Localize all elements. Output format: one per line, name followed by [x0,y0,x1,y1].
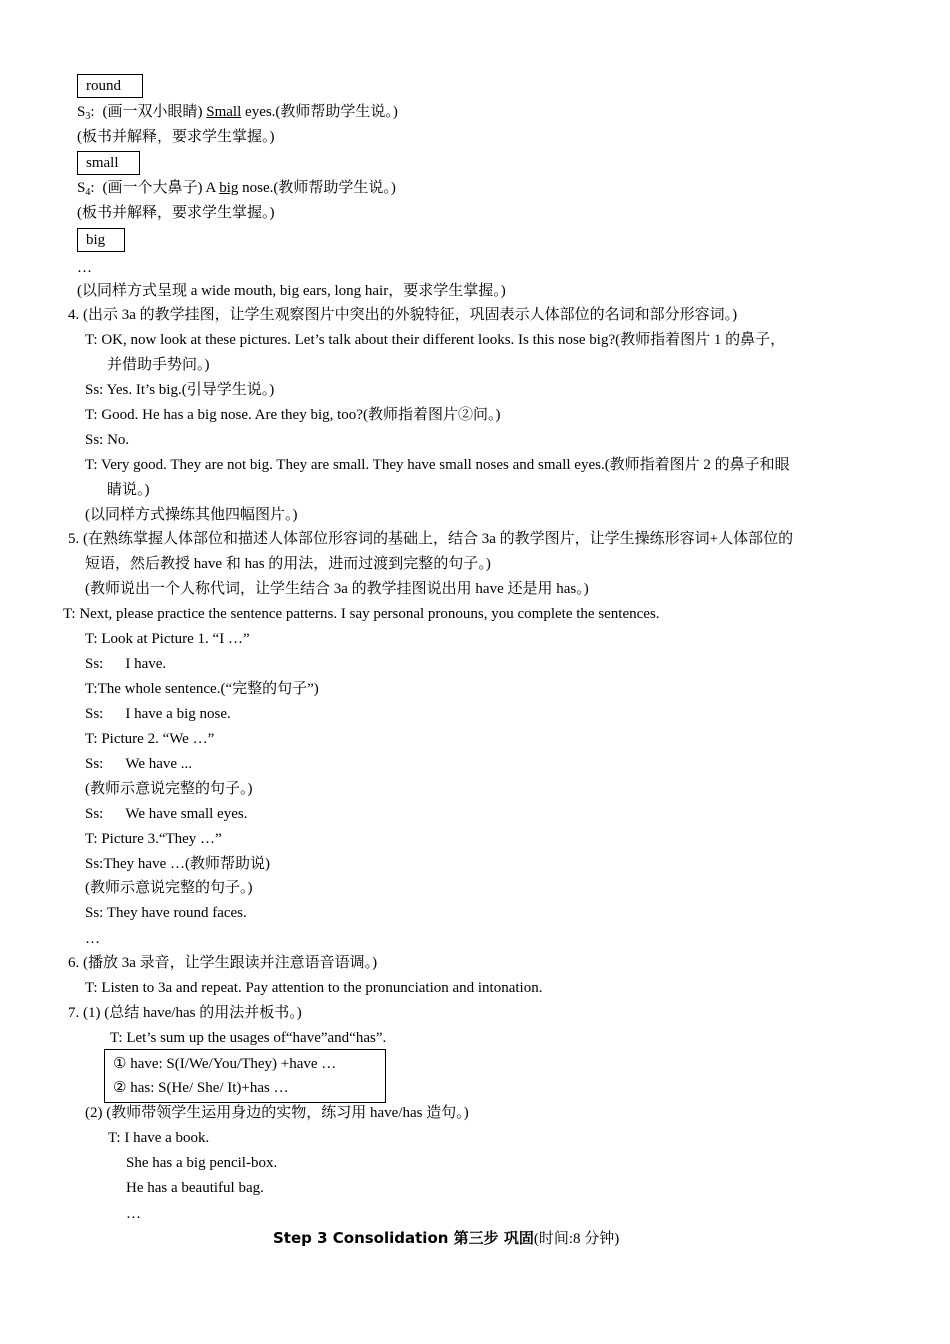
item-7-heading: 7. (1) (总结 have/has 的用法并板书。) [68,1005,302,1021]
line-text: We have ... [125,756,193,772]
dialogue-line: Ss: No. [85,432,130,448]
speaker-subscript: 3 [85,111,91,122]
s4-line [77,178,396,203]
dialogue-line: T: Listen to 3a and repeat. Pay attention to the pronunciation and intonation. [85,980,543,996]
dialogue-line: T: Next, please practice the sentence patterns. I say personal pronouns, you complete the sentences. [63,606,660,622]
article-word: A [205,180,216,196]
item-6-heading: 6. (播放 3a 录音，让学生跟读并注意语音语调。) [68,955,378,971]
instruction-line: (以同样方式呈现 a wide mouth, big ears, long hair，要求学生掌握。) [77,283,506,299]
s3-line [77,102,398,127]
board-word-round: round [77,74,143,98]
dialogue-line: T: Let’s sum up the usages of“have”and“has”. [110,1030,387,1046]
underlined-word: big [219,180,239,196]
dialogue-line: T: Very good. They are not big. They are small. They have small noses and small eyes.(教师指着图片 2 的鼻子和眼 [85,457,790,473]
dialogue-line: T: Look at Picture 1. “I …” [85,631,250,647]
stage-direction: (画一双小眼睛) [102,104,203,120]
example-sentence: He has a beautiful bag. [126,1180,264,1196]
line-text: I have a big nose. [125,706,231,722]
line-text: nose.(教师帮助学生说。) [242,180,396,196]
instruction-line: (教师示意说完整的句子。) [85,781,253,797]
dialogue-line: T: Good. He has a big nose. Are they big, too?(教师指着图片②问。) [85,407,501,423]
dialogue-line-continued: 并借助手势问。) [107,357,210,373]
instruction-line: (教师示意说完整的句子。) [85,880,253,896]
item-5-continued: 短语，然后教授 have 和 has 的用法，进而过渡到完整的句子。) [85,556,491,572]
dialogue-line [85,804,247,824]
speaker-label: Ss: [85,706,104,722]
speaker-label: S [77,180,86,196]
step-title: Step 3 Consolidation 第三步 巩固 [273,1229,534,1247]
dialogue-line: T: Picture 2. “We …” [85,731,215,747]
board-note: (板书并解释，要求学生掌握。) [77,205,275,221]
step-3-heading [273,1228,619,1249]
board-word-big: big [77,228,125,252]
usage-has: ② has: S(He/ She/ It)+has … [113,1080,289,1096]
step-time: (时间:8 分钟) [533,1231,620,1247]
speaker-label: S [77,104,86,120]
board-word-small: small [77,151,140,175]
dialogue-line [85,704,231,724]
dialogue-line: Ss:They have …(教师帮助说) [85,856,270,872]
example-sentence: She has a big pencil-box. [126,1155,278,1171]
ellipsis: … [126,1206,141,1222]
usage-have: ① have: S(I/We/You/They) +have … [113,1056,337,1072]
line-text: I have. [125,656,167,672]
item-5-heading: 5. (在熟练掌握人体部位和描述人体部位形容词的基础上，结合 3a 的教学图片，让学生操练形容词+人体部位的 [68,531,794,547]
dialogue-line [85,754,192,774]
dialogue-line: T: I have a book. [108,1130,210,1146]
line-text: We have small eyes. [125,806,248,822]
dialogue-line [85,654,166,674]
dialogue-line: T:The whole sentence.(“完整的句子”) [85,681,319,697]
underlined-word: Small [206,104,242,120]
speaker-label: Ss: [85,656,104,672]
speaker-label: Ss: [85,756,104,772]
dialogue-line: T: OK, now look at these pictures. Let’s talk about their different looks. Is this nose big?(教师指着图片 1 的鼻子， [85,332,786,348]
dialogue-line: Ss: Yes. It’s big.(引导学生说。) [85,382,275,398]
line-text: eyes.(教师帮助学生说。) [245,104,398,120]
ellipsis: … [77,260,92,276]
instruction-line: (教师说出一个人称代词，让学生结合 3a 的教学挂图说出用 have 还是用 has。) [85,581,589,597]
dialogue-line-continued: 睛说。) [107,482,150,498]
dialogue-line: T: Picture 3.“They …” [85,831,222,847]
ellipsis: … [85,931,100,947]
item-7-part-2: (2) (教师带领学生运用身边的实物，练习用 have/has 造句。) [85,1105,469,1121]
speaker-subscript: 4 [85,187,91,198]
speaker-label: Ss: [85,806,104,822]
speaker-colon: : [90,104,95,120]
instruction-line: (以同样方式操练其他四幅图片。) [85,507,298,523]
board-note: (板书并解释，要求学生掌握。) [77,129,275,145]
item-4-heading: 4. (出示 3a 的教学挂图，让学生观察图片中突出的外貌特征，巩固表示人体部位的名词和部分形容词。) [68,307,738,323]
usage-summary-box [104,1049,386,1103]
speaker-colon: : [90,180,95,196]
dialogue-line: Ss: They have round faces. [85,905,247,921]
stage-direction: (画一个大鼻子) [102,180,203,196]
